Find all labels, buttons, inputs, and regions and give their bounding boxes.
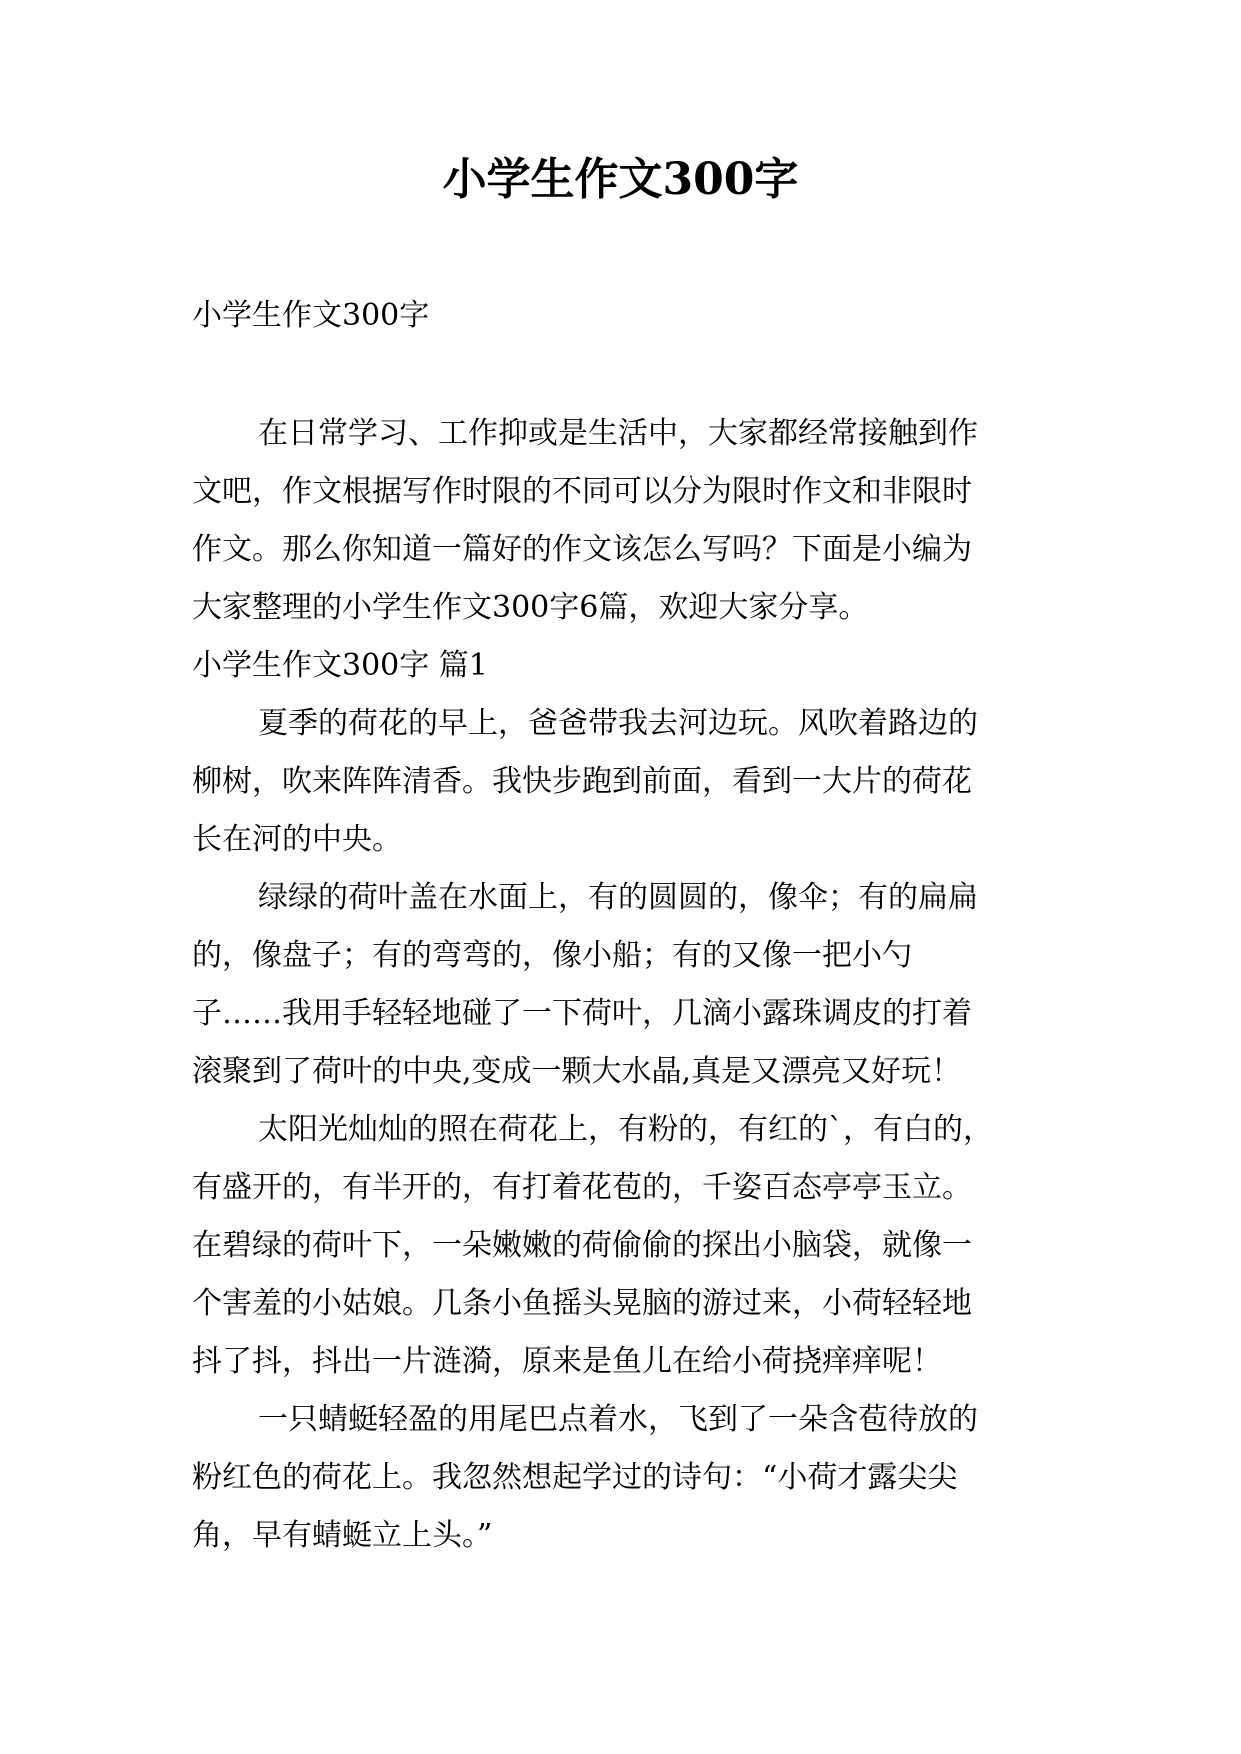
text-line: 绿绿的荷叶盖在水面上，有的圆圆的，像伞；有的扁扁 — [258, 880, 978, 915]
document-body — [192, 287, 1062, 1565]
text-line: 滚聚到了荷叶的中央,变成一颗大水晶,真是又漂亮又好玩！ — [192, 1054, 962, 1089]
text-line: 在日常学习、工作抑或是生活中，大家都经常接触到作 — [258, 416, 978, 451]
text-line: 个害羞的小姑娘。几条小鱼摇头晃脑的游过来，小荷轻轻地 — [192, 1286, 972, 1321]
text-line: 夏季的荷花的早上，爸爸带我去河边玩。风吹着路边的 — [258, 706, 978, 741]
text-line: 的，像盘子；有的弯弯的，像小船；有的又像一把小勺 — [192, 938, 912, 973]
text-line: 粉红色的荷花上。我忽然想起学过的诗句：“小荷才露尖尖 — [192, 1460, 958, 1495]
text-line: 太阳光灿灿的照在荷花上，有粉的，有红的`，有白的， — [258, 1112, 993, 1147]
text-line: 有盛开的，有半开的，有打着花苞的，千姿百态亭亭玉立。 — [192, 1170, 972, 1205]
document-subtitle: 小学生作文300字 — [192, 298, 430, 333]
text-line: 角，早有蜻蜓立上头。” — [192, 1518, 493, 1553]
text-line: 文吧，作文根据写作时限的不同可以分为限时作文和非限时 — [192, 474, 972, 509]
text-line: 子……我用手轻轻地碰了一下荷叶，几滴小露珠调皮的打着 — [192, 996, 972, 1031]
text-line: 一只蜻蜓轻盈的用尾巴点着水，飞到了一朵含苞待放的 — [258, 1402, 978, 1437]
text-line: 大家整理的小学生作文300字6篇，欢迎大家分享。 — [192, 590, 869, 625]
text-line: 长在河的中央。 — [192, 822, 402, 857]
text-line: 作文。那么你知道一篇好的作文该怎么写吗？下面是小编为 — [192, 532, 972, 567]
text-lines — [192, 405, 1062, 1565]
document-title: 小学生作文300字 — [442, 154, 799, 205]
text-line: 在碧绿的荷叶下，一朵嫩嫩的荷偷偷的探出小脑袋，就像一 — [192, 1228, 972, 1263]
text-line: 小学生作文300字 篇1 — [192, 648, 488, 683]
text-line: 抖了抖，抖出一片涟漪，原来是鱼儿在给小荷挠痒痒呢！ — [192, 1344, 942, 1379]
text-line: 柳树，吹来阵阵清香。我快步跑到前面，看到一大片的荷花 — [192, 764, 972, 799]
